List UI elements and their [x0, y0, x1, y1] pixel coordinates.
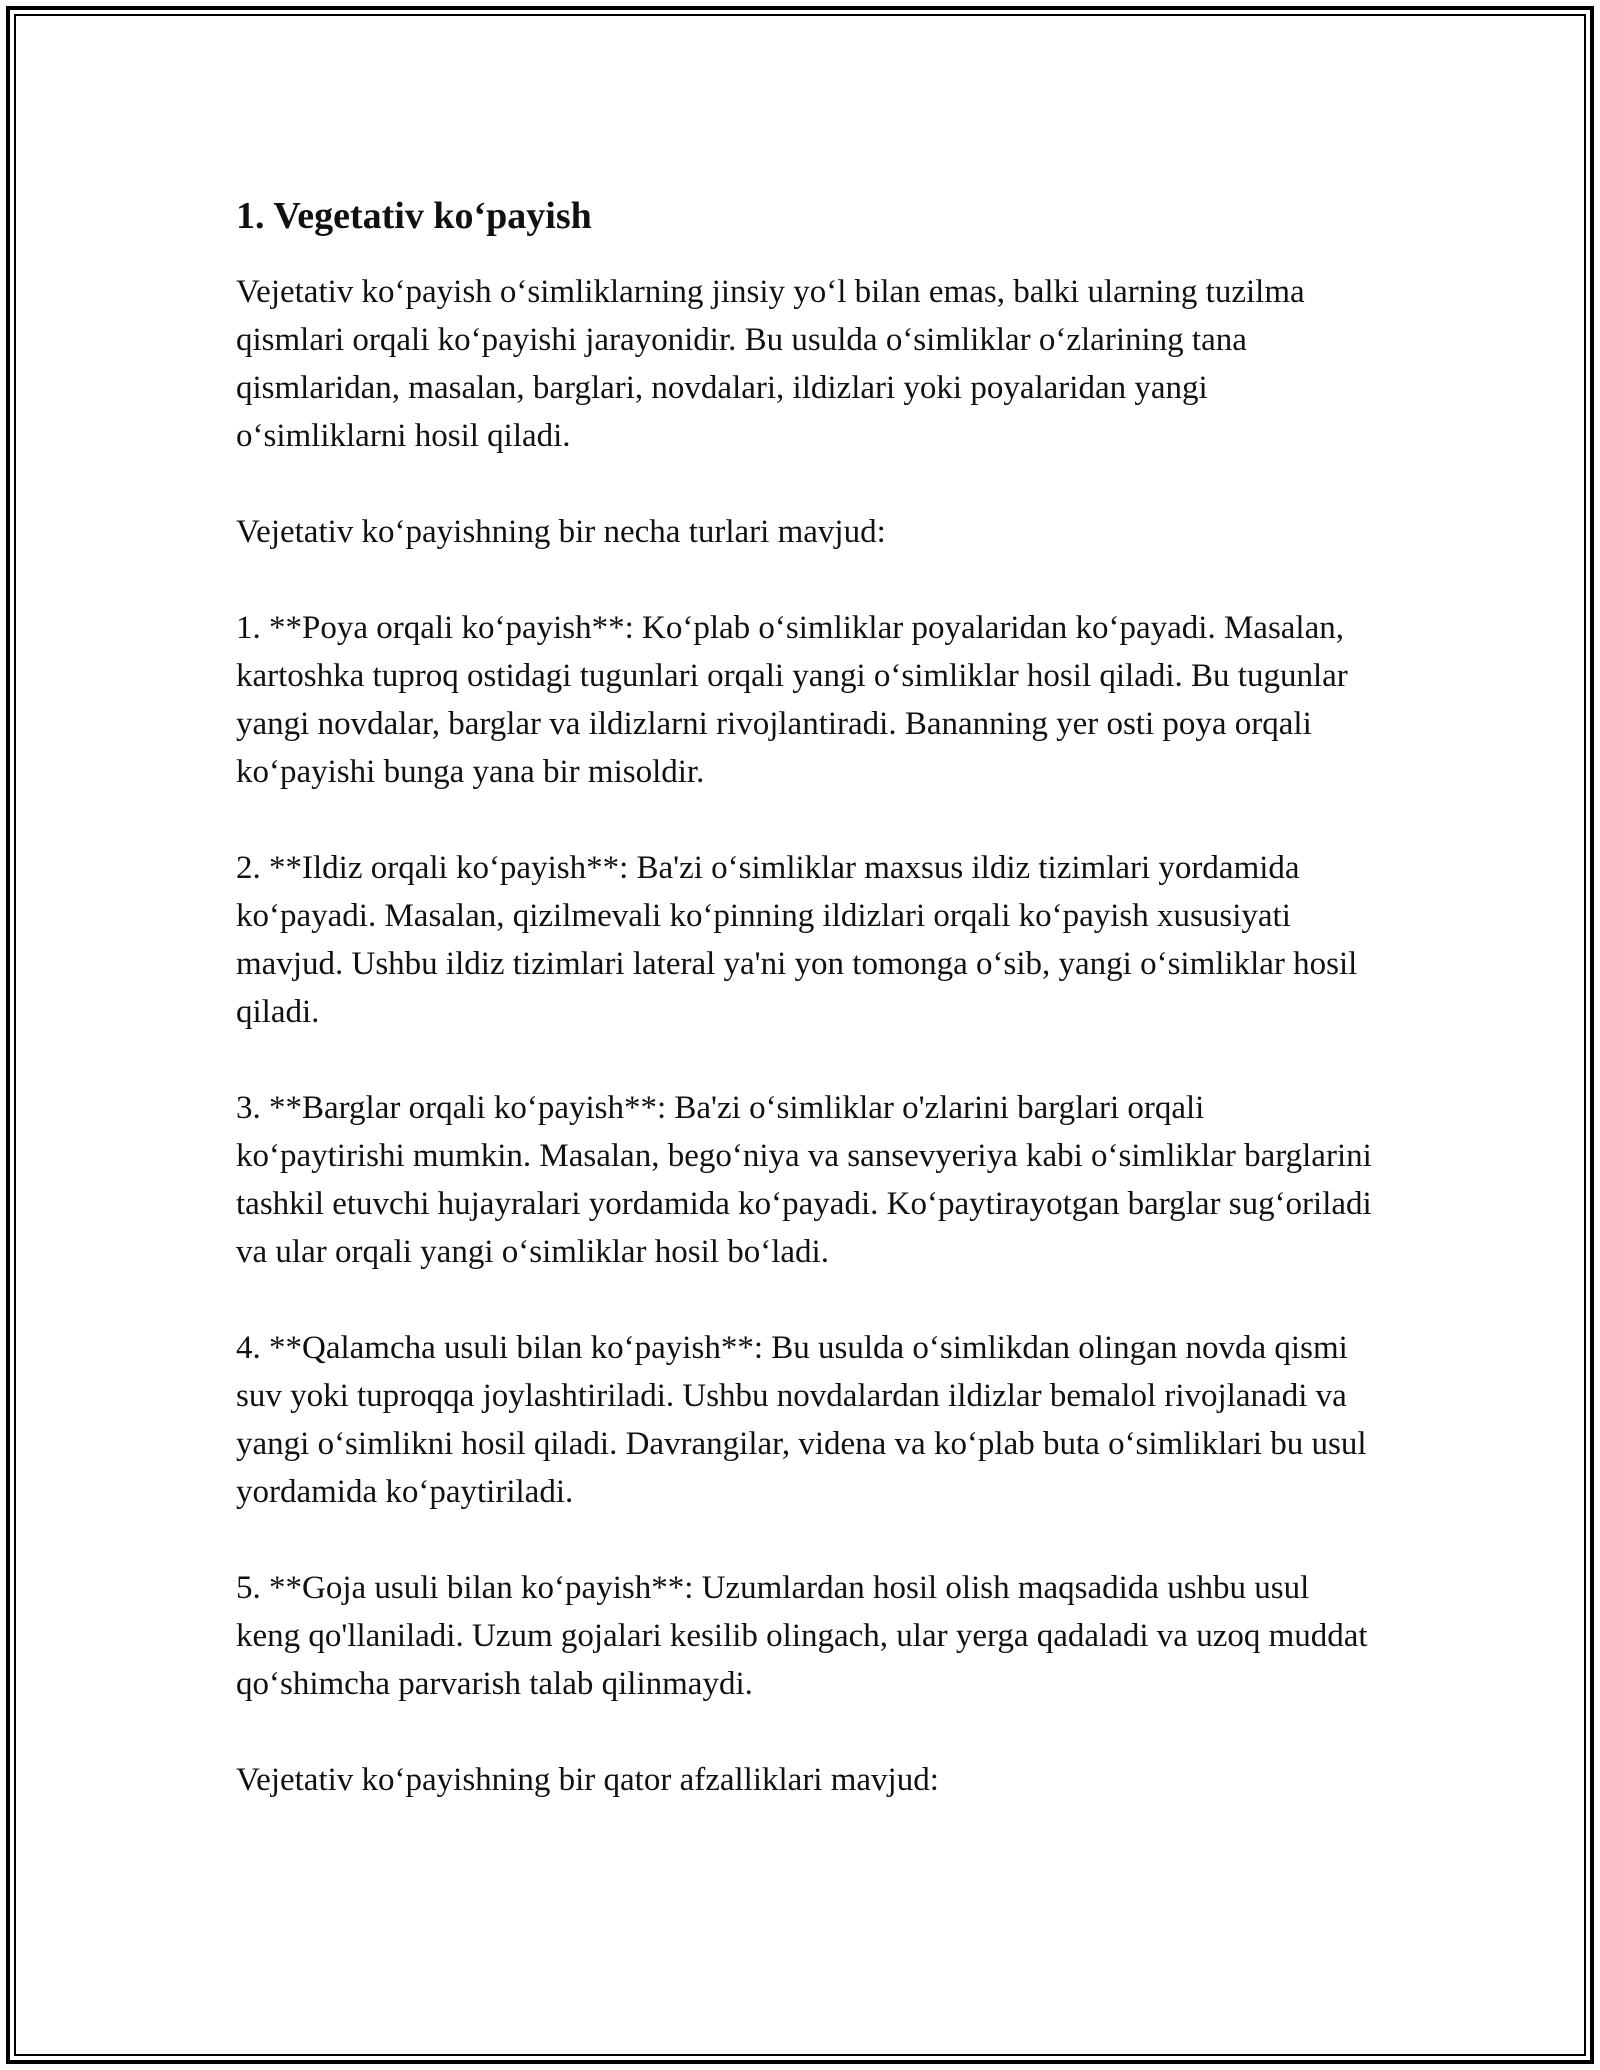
advantages-intro-paragraph: Vejetativ ko‘payishning bir qator afzalliklari mavjud: — [236, 1762, 939, 1798]
intro-paragraph: Vejetativ ko‘payish o‘simliklarning jinsiy yo‘l bilan emas, balki ularning tuzilma qismlari orqali ko‘payishi jarayonidir. Bu usulda o‘simliklar o‘zlarining tana qismlaridan, masalan, barglari, novdalari, ildizlari yoki poyalaridan yangi o‘simliklarni hosil qiladi. — [236, 274, 1305, 454]
list-item-root-propagation: 2. **Ildiz orqali ko‘payish**: Ba'zi o‘simliklar maxsus ildiz tizimlari yordamida ko‘payadi. Masalan, qizilmevali ko‘pinning ildizlari orqali ko‘payish xususiyati mavjud. Ushbu ildiz tizimlari lateral ya'ni yon tomonga o‘sib, yangi o‘simliklar hosil qiladi. — [236, 850, 1358, 1030]
list-item-cutting-propagation: 4. **Qalamcha usuli bilan ko‘payish**: Bu usulda o‘simlikdan olingan novda qismi suv yoki tuproqqa joylashtiriladi. Ushbu novdalardan ildizlar bemalol rivojlanadi va yangi o‘simlikni hosil qiladi. Davrangilar, videna va ko‘plab buta o‘simliklari bu usul yordamida ko‘paytiriladi. — [236, 1330, 1367, 1510]
list-item-stem-propagation: 1. **Poya orqali ko‘payish**: Ko‘plab o‘simliklar poyalaridan ko‘payadi. Masalan, kartoshka tuproq ostidagi tugunlari orqali yangi o‘simliklar hosil qiladi. Bu tugunlar yangi novdalar, barglar va ildizlarni rivojlantiradi. Bananning yer osti poya orqali ko‘payishi bunga yana bir misoldir. — [236, 610, 1348, 790]
section-heading: 1. Vegetativ ko‘payish — [236, 195, 592, 237]
types-intro-paragraph: Vejetativ ko‘payishning bir necha turlari mavjud: — [236, 514, 886, 550]
list-item-leaf-propagation: 3. **Barglar orqali ko‘payish**: Ba'zi o‘simliklar o'zlarini barglari orqali ko‘paytirishi mumkin. Masalan, bego‘niya va sansevyeriya kabi o‘simliklar barglarini tashkil etuvchi hujayralari yordamida ko‘payadi. Ko‘paytirayotgan barglar sug‘oriladi va ular orqali yangi o‘simliklar hosil bo‘ladi. — [236, 1090, 1372, 1270]
document-body — [236, 186, 1376, 1852]
list-item-vine-propagation: 5. **Goja usuli bilan ko‘payish**: Uzumlardan hosil olish maqsadida ushbu usul keng qo'llaniladi. Uzum gojalari kesilib olingach, ular yerga qadaladi va uzoq muddat qo‘shimcha parvarish talab qilinmaydi. — [236, 1570, 1368, 1702]
